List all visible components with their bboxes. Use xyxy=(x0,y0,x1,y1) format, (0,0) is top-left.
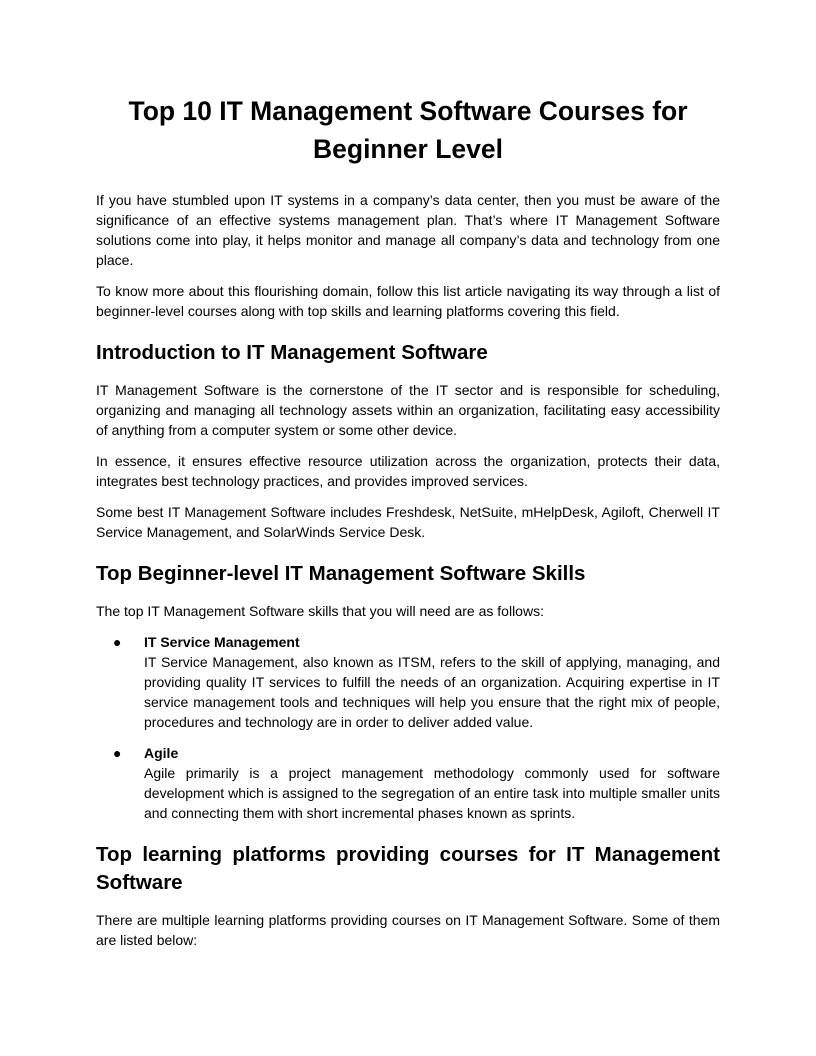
skill-description: IT Service Management, also known as ITSM, refers to the skill of applying, managing, and providing quality IT services to fulfill the needs of an organization. Acquiring expertise in IT service management tools and techniques will help you ensure that the right mix of people, procedures and technology are in order to deliver added value. xyxy=(144,654,720,730)
section-heading-introduction: Introduction to IT Management Software xyxy=(96,341,488,364)
page-title: Top 10 IT Management Software Courses for Beginner Level xyxy=(128,96,688,164)
list-item xyxy=(96,743,720,823)
bullet-icon: ● xyxy=(113,634,122,650)
introduction-paragraph-2: In essence, it ensures effective resource utilization across the organization, protects their data, integrates best technology practices, and provides improved services. xyxy=(96,453,720,489)
intro-paragraph-2: To know more about this flourishing domain, follow this list article navigating its way through a list of beginner-level courses along with top skills and learning platforms covering this field. xyxy=(96,283,720,319)
introduction-paragraph-1: IT Management Software is the cornerstone of the IT sector and is responsible for scheduling, organizing and managing all technology assets within an organization, facilitating easy accessibility of anything from a computer system or some other device. xyxy=(96,382,720,438)
skill-title: IT Service Management xyxy=(144,634,300,650)
skills-lead-paragraph: The top IT Management Software skills that you will need are as follows: xyxy=(96,603,544,619)
list-item xyxy=(96,632,720,732)
introduction-paragraph-3: Some best IT Management Software includes Freshdesk, NetSuite, mHelpDesk, Agiloft, Cherwell IT Service Management, and SolarWinds Service Desk. xyxy=(96,504,720,540)
intro-paragraph-1: If you have stumbled upon IT systems in a company’s data center, then you must be aware of the significance of an effective systems management plan. That’s where IT Management Software solutions come into play, it helps monitor and manage all company’s data and technology from one place. xyxy=(96,192,720,268)
bullet-icon: ● xyxy=(113,745,122,761)
skill-description: Agile primarily is a project management methodology commonly used for software development which is assigned to the segregation of an entire task into multiple smaller units and connecting them with short incremental phases known as sprints. xyxy=(144,765,720,821)
section-heading-skills: Top Beginner-level IT Management Software Skills xyxy=(96,562,586,585)
skill-title: Agile xyxy=(144,745,179,761)
section-heading-platforms: Top learning platforms providing courses for IT Management Software xyxy=(96,843,720,894)
skills-list xyxy=(96,632,720,823)
platforms-lead-paragraph: There are multiple learning platforms providing courses on IT Management Software. Some of them are listed below: xyxy=(96,912,720,948)
